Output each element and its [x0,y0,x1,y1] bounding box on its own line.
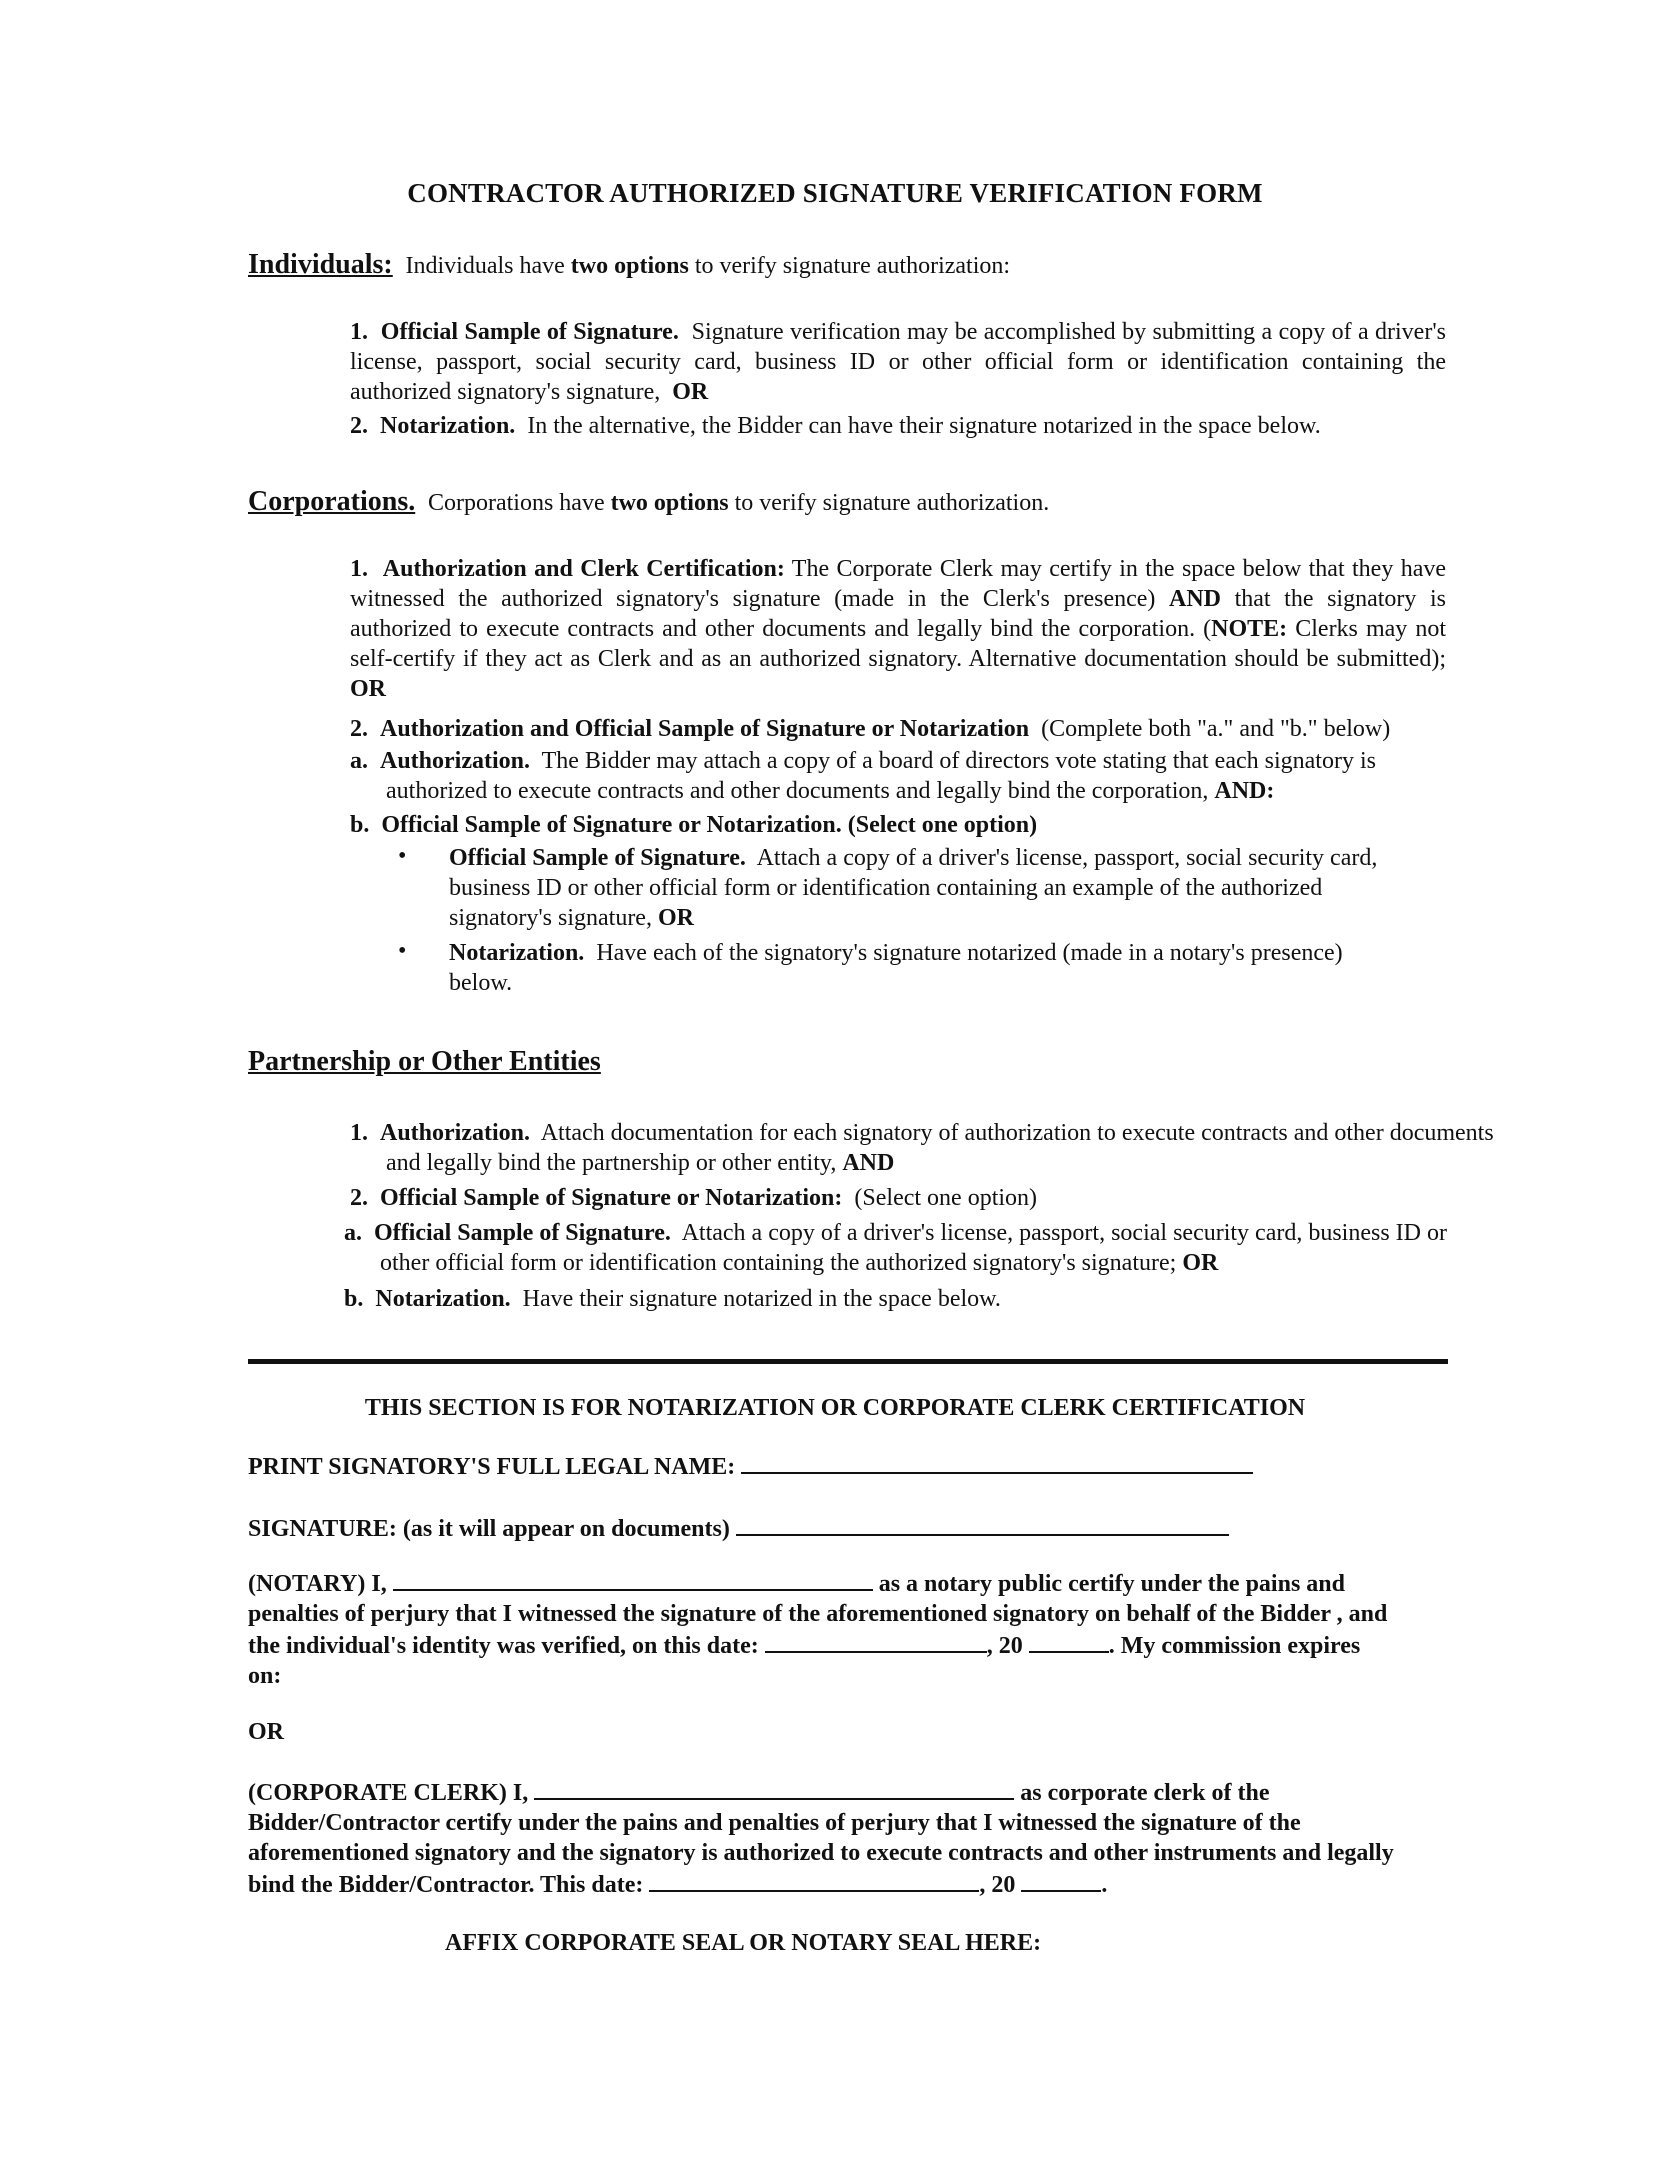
item-number: 2. [350,413,368,439]
clerk-pre: (CORPORATE CLERK) I, [248,1780,529,1806]
item-text: The Corporate Clerk may certify in the space below that they have witnessed the authorized signatory's signature (made in the Clerk's presence) [350,556,1447,612]
item-text: (Complete both "a." and "b." below) [1041,716,1391,742]
print-name-field[interactable] [741,1450,1253,1474]
clerk-year-label: , 20 [979,1872,1016,1898]
item-number: 1. [350,1120,368,1146]
item-label: Official Sample of Signature. [374,1220,671,1246]
item-label: Authorization. [380,748,530,774]
item-text: (Select one option) [854,1185,1038,1211]
item-number: 2. [350,716,368,742]
item-tail: OR [350,676,386,702]
item-tail: AND [842,1150,895,1176]
item-number: b. [344,1286,364,1312]
individuals-item-1 [350,317,1446,407]
notary-line-4: on: [248,1663,282,1689]
item-label: Official Sample of Signature or Notarization: [380,1185,843,1211]
item-tail: OR [1182,1250,1219,1276]
clerk-date-label: bind the Bidder/Contractor. This date: [248,1872,644,1898]
item-label: Authorization and Official Sample of Signature or Notarization [380,716,1030,742]
item-number: 1. [350,319,368,345]
signature-row [248,1512,1229,1544]
item-text: Have their signature notarized in the space below. [522,1286,1001,1312]
notary-post: as a notary public certify under the pains and [878,1571,1345,1597]
partnership-heading: Partnership or Other Entities [248,1046,601,1077]
corporations-heading: Corporations. [248,486,416,517]
clerk-block [248,1776,1428,1900]
item-text: Attach documentation for each signatory of authorization to execute contracts and other documents and legally bind the partnership or other entity, [386,1120,1494,1176]
bullet-label: Notarization. [449,940,585,966]
bullet-tail: OR [657,905,694,931]
item-text: Clerks may not self-certify if they act as Clerk and as an authorized signatory. Alternative documentation should be submitted); [350,616,1447,672]
notary-year-label: , 20 [986,1633,1023,1659]
item-label: Notarization. [375,1286,511,1312]
item-tail: OR [672,379,709,405]
clerk-line-4 [248,1868,1428,1900]
notary-name-field[interactable] [393,1567,873,1591]
clerk-line-3: aforementioned signatory and the signatory is authorized to execute contracts and other instruments and legally [248,1840,1394,1866]
item-number: a. [350,748,368,774]
corporations-item-2 [350,714,1470,744]
notary-commission-label: . My commission expires [1108,1633,1361,1659]
individuals-intro-pre: Individuals have [405,253,565,279]
item-label: Official Sample of Signature. [380,319,679,345]
partnership-item-1 [350,1118,1496,1178]
individuals-intro-bold: two options [570,253,689,279]
corporations-bullet-2 [449,938,1389,998]
seal-instruction: AFFIX CORPORATE SEAL OR NOTARY SEAL HERE: [445,1930,1042,1956]
item-number: b. [350,812,370,838]
corporations-intro-post: to verify signature authorization. [734,490,1050,516]
clerk-name-field[interactable] [534,1776,1014,1800]
item-text: Signature verification may be accomplished by submitting a copy of a driver's license, passport, social security card, business ID or other official form or identification containing the authorized signatory's signature, [350,319,1446,405]
certification-heading: THIS SECTION IS FOR NOTARIZATION OR CORPORATE CLERK CERTIFICATION [364,1395,1306,1421]
notary-line-2: penalties of perjury that I witnessed the signature of the aforementioned signatory on behalf of the Bidder , and [248,1601,1388,1627]
page-title: CONTRACTOR AUTHORIZED SIGNATURE VERIFICATION FORM [407,178,1263,208]
corporations-heading-line [248,483,1049,521]
item-and: AND [1169,586,1221,612]
notary-pre: (NOTARY) I, [248,1571,387,1597]
clerk-end: . [1101,1872,1108,1898]
notary-line-1 [248,1567,1428,1599]
partnership-heading-line [248,1043,601,1080]
item-number: a. [344,1220,362,1246]
bullet-label: Official Sample of Signature. [449,845,746,871]
notary-date-field[interactable] [765,1629,987,1653]
signature-field[interactable] [736,1512,1229,1536]
bullet-text: Have each of the signatory's signature notarized (made in a notary's presence) below. [449,940,1343,996]
or-separator: OR [248,1719,284,1745]
clerk-line-1 [248,1776,1428,1808]
individuals-item-2 [350,411,1446,441]
corporations-intro-bold: two options [610,490,729,516]
section-divider [248,1359,1448,1364]
item-number: 1. [350,556,368,582]
partnership-item-2 [350,1183,1446,1213]
notary-year-field[interactable] [1029,1629,1109,1653]
corporations-bullet-1 [449,843,1409,933]
notary-block [248,1567,1428,1691]
individuals-heading-line [248,246,1010,284]
item-text: that the signatory is authorized to execute contracts and other documents and legally bind the corporation. ( [350,586,1447,642]
clerk-year-field[interactable] [1021,1868,1101,1892]
item-label: Official Sample of Signature or Notarization. (Select one option) [381,812,1038,838]
notary-line-3 [248,1629,1428,1661]
item-tail: AND: [1214,778,1275,804]
item-note: NOTE: [1211,616,1288,642]
item-text: The Bidder may attach a copy of a board of directors vote stating that each signatory is authorized to execute contracts and other documents and legally bind the corporation, [386,748,1376,804]
item-label: Authorization. [380,1120,530,1146]
clerk-line-2: Bidder/Contractor certify under the pains and penalties of perjury that I witnessed the signature of the [248,1810,1301,1836]
clerk-post: as corporate clerk of the [1020,1780,1270,1806]
clerk-date-field[interactable] [649,1868,979,1892]
corporations-item-a [350,746,1446,806]
notary-date-label: the individual's identity was verified, on this date: [248,1633,759,1659]
corporations-item-b [350,810,1446,840]
print-name-label: PRINT SIGNATORY'S FULL LEGAL NAME: [248,1454,736,1480]
item-label: Authorization and Clerk Certification: [382,556,785,582]
bullet-text: Attach a copy of a driver's license, passport, social security card, business ID or other official form or identification containing an example of the authorized signatory's signature, [449,845,1378,931]
partnership-item-b [344,1284,1440,1314]
individuals-intro-post: to verify signature authorization: [694,253,1011,279]
individuals-heading: Individuals: [248,249,393,280]
partnership-item-a [344,1218,1496,1278]
bullet-icon: • [398,938,407,964]
bullet-icon: • [398,843,407,869]
print-name-row [248,1450,1253,1482]
corporations-item-1 [350,554,1446,704]
item-text: In the alternative, the Bidder can have their signature notarized in the space below. [527,413,1321,439]
corporations-intro-pre: Corporations have [427,490,605,516]
item-number: 2. [350,1185,368,1211]
item-label: Notarization. [380,413,516,439]
item-text: Attach a copy of a driver's license, passport, social security card, business ID or other official form or identification containing the authorized signatory's signature; [380,1220,1447,1276]
signature-label: SIGNATURE: (as it will appear on documents) [248,1516,730,1542]
